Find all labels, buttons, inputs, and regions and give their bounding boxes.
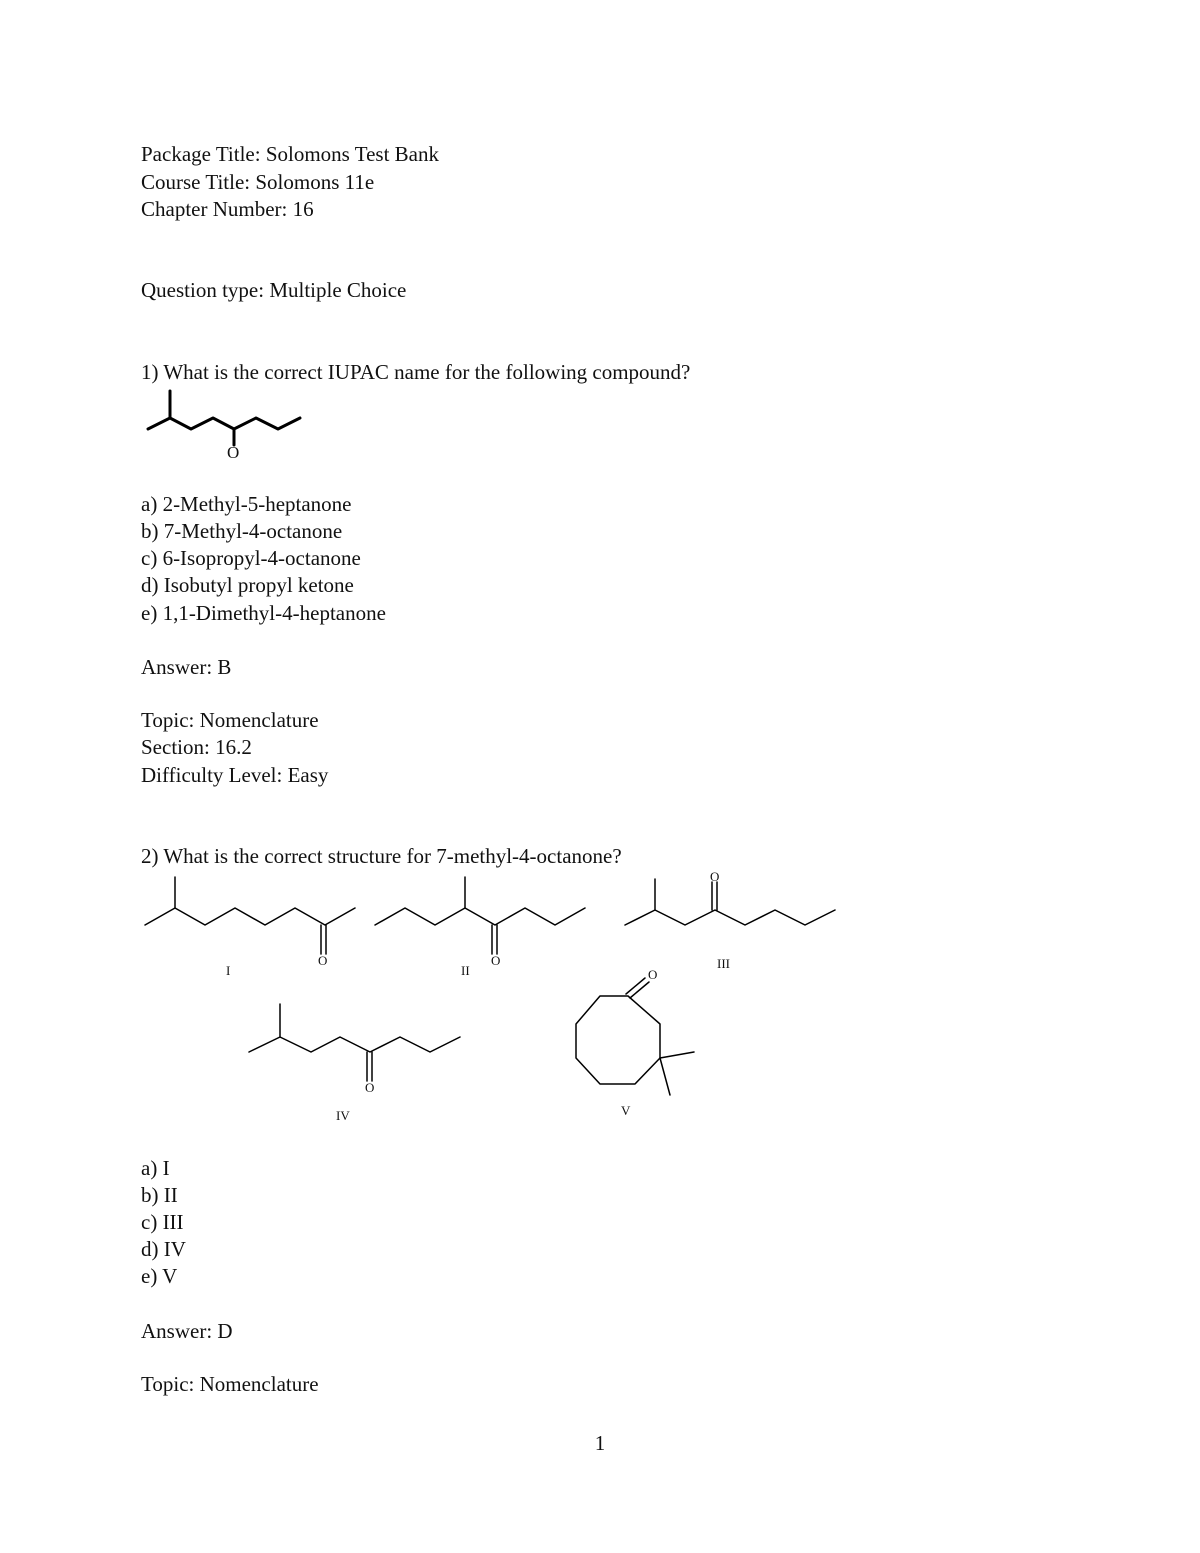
question-type: Question type: Multiple Choice [141, 278, 407, 302]
chapter-number: Chapter Number: 16 [141, 197, 314, 221]
structure-IV [249, 1004, 460, 1081]
structure-I-oxygen-label: O [318, 953, 328, 968]
structure-label-II: II [461, 963, 470, 978]
q2-topic: Topic: Nomenclature [141, 1372, 319, 1396]
structure-label-V: V [621, 1103, 631, 1118]
q1-option-e: e) 1,1-Dimethyl-4-heptanone [141, 601, 386, 625]
structure-II [375, 877, 585, 954]
q1-topic: Topic: Nomenclature [141, 708, 319, 732]
q1-difficulty: Difficulty Level: Easy [141, 763, 329, 787]
q2-option-d: d) IV [141, 1237, 186, 1261]
package-title: Package Title: Solomons Test Bank [141, 142, 439, 166]
structure-label-I: I [226, 963, 231, 978]
q1-option-b: b) 7-Methyl-4-octanone [141, 519, 343, 543]
structure-label-III: III [717, 956, 730, 971]
q1-option-d: d) Isobutyl propyl ketone [141, 573, 354, 597]
structure-III-oxygen-label: O [710, 869, 720, 884]
q1-oxygen-label: O [227, 443, 240, 462]
page-number: 1 [594, 1431, 606, 1455]
q2-option-b: b) II [141, 1183, 178, 1207]
structure-I [145, 877, 355, 954]
structure-V-oxygen-label: O [648, 967, 658, 982]
structure-IV-oxygen-label: O [365, 1080, 375, 1095]
q2-option-a: a) I [141, 1156, 170, 1180]
q2-option-e: e) V [141, 1264, 178, 1288]
q2-answer: Answer: D [141, 1319, 233, 1343]
structure-V [576, 978, 694, 1095]
q1-option-a: a) 2-Methyl-5-heptanone [141, 492, 352, 516]
structure-label-IV: IV [336, 1108, 350, 1123]
q2-question: 2) What is the correct structure for 7-methyl-4-octanone? [141, 844, 622, 868]
q2-option-c: c) III [141, 1210, 184, 1234]
q1-question: 1) What is the correct IUPAC name for the following compound? [141, 360, 691, 384]
structure-II-oxygen-label: O [491, 953, 501, 968]
structure-III [625, 879, 835, 925]
course-title: Course Title: Solomons 11e [141, 170, 375, 194]
q1-option-c: c) 6-Isopropyl-4-octanone [141, 546, 361, 570]
q1-section: Section: 16.2 [141, 735, 252, 759]
q1-answer: Answer: B [141, 655, 232, 679]
